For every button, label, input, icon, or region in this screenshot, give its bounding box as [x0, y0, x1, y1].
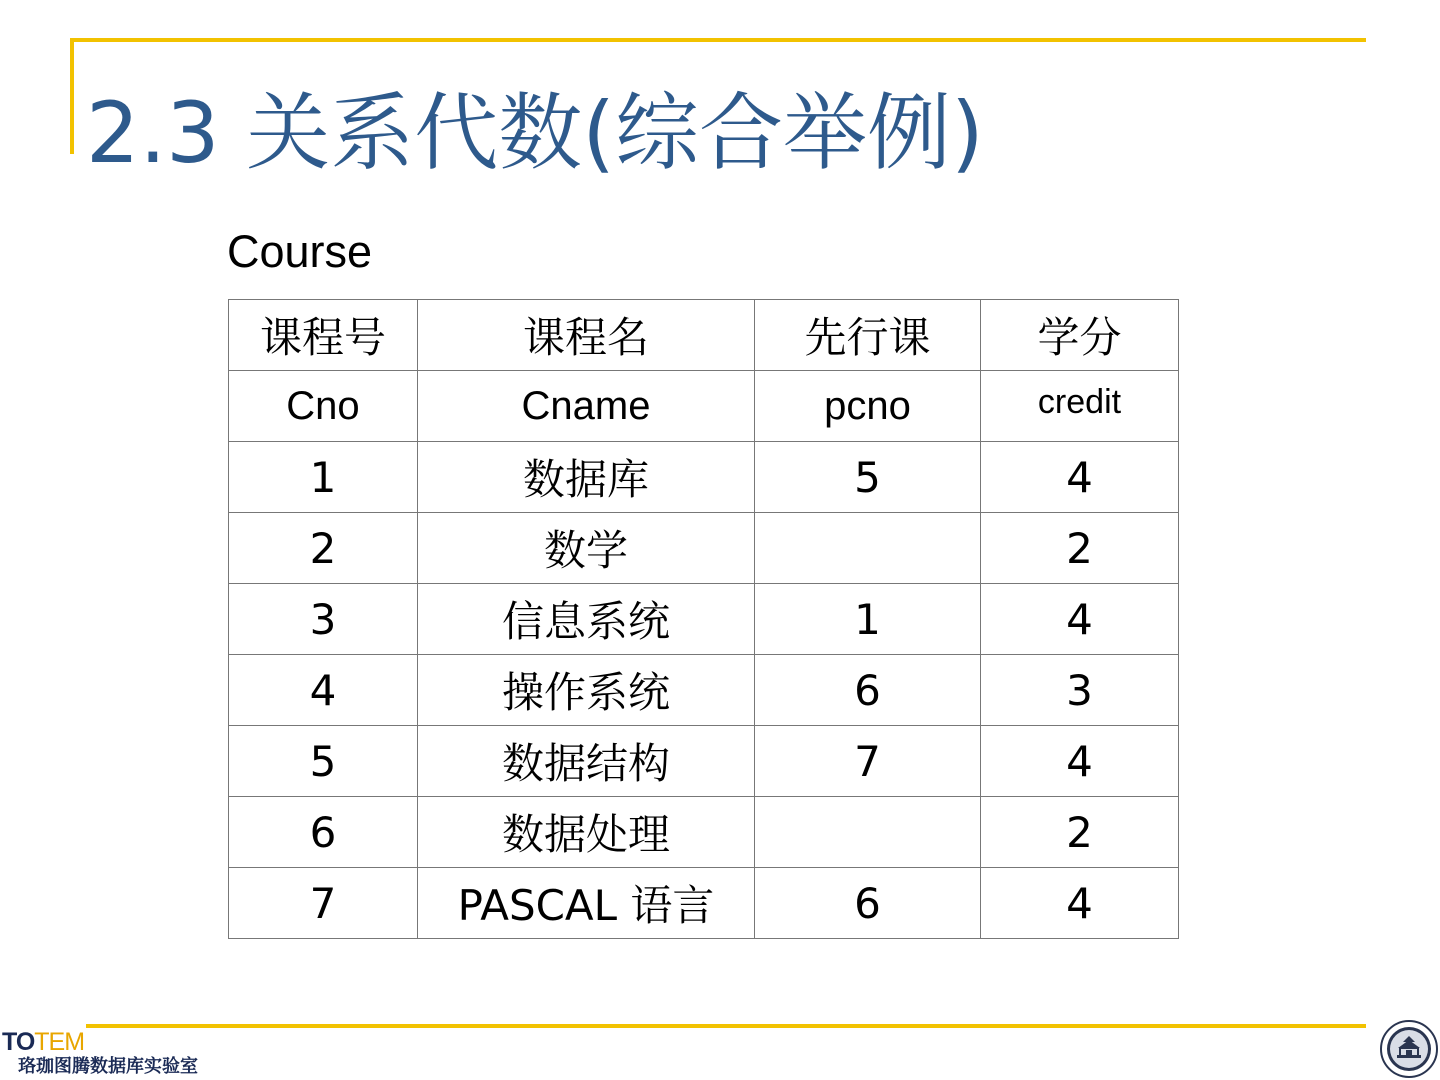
table-cell: 1 — [755, 584, 981, 655]
slide-title: 2.3 关系代数(综合举例) — [86, 84, 984, 182]
logo-to-text: TO — [2, 1028, 35, 1056]
header-cell: pcno — [755, 371, 981, 442]
table-cell: 5 — [755, 442, 981, 513]
course-table — [228, 299, 1179, 939]
table-cell: 1 — [229, 442, 418, 513]
table-cell: 操作系统 — [418, 655, 755, 726]
top-accent-line — [70, 38, 1366, 42]
university-seal-icon — [1380, 1020, 1438, 1078]
table-header-row-cn — [229, 300, 1179, 371]
table-cell: 5 — [229, 726, 418, 797]
header-cell: Cno — [229, 371, 418, 442]
table-row — [229, 868, 1179, 939]
table-row — [229, 797, 1179, 868]
table-header-row-en — [229, 371, 1179, 442]
table-cell: 数据结构 — [418, 726, 755, 797]
table-row — [229, 655, 1179, 726]
table-cell — [755, 513, 981, 584]
lab-name: 珞珈图腾数据库实验室 — [18, 1056, 198, 1077]
table-row — [229, 726, 1179, 797]
table-cell: 4 — [229, 655, 418, 726]
header-cell: 学分 — [981, 300, 1179, 371]
table-cell: 2 — [981, 797, 1179, 868]
table-row — [229, 442, 1179, 513]
table-cell: 6 — [755, 868, 981, 939]
header-cell: credit — [981, 371, 1179, 442]
table-row — [229, 584, 1179, 655]
table-cell: 6 — [755, 655, 981, 726]
table-cell: 4 — [981, 442, 1179, 513]
table-caption: Course — [227, 226, 373, 277]
header-cell: 课程名 — [418, 300, 755, 371]
table-cell: 4 — [981, 868, 1179, 939]
table-cell: 7 — [755, 726, 981, 797]
table-cell: 信息系统 — [418, 584, 755, 655]
table-cell — [755, 797, 981, 868]
table-cell: 4 — [981, 726, 1179, 797]
left-accent-line — [70, 38, 74, 154]
table-cell: 3 — [229, 584, 418, 655]
header-cell: 先行课 — [755, 300, 981, 371]
header-cell: 课程号 — [229, 300, 418, 371]
table-cell: PASCAL 语言 — [418, 868, 755, 939]
table-cell: 数据处理 — [418, 797, 755, 868]
table-cell: 2 — [981, 513, 1179, 584]
bottom-accent-line — [86, 1024, 1366, 1028]
table-cell: 数学 — [418, 513, 755, 584]
totem-logo — [2, 1028, 84, 1056]
table-cell: 数据库 — [418, 442, 755, 513]
table-cell: 6 — [229, 797, 418, 868]
table-cell: 2 — [229, 513, 418, 584]
header-cell: Cname — [418, 371, 755, 442]
table-cell: 3 — [981, 655, 1179, 726]
table-cell: 7 — [229, 868, 418, 939]
table-row — [229, 513, 1179, 584]
logo-tem-text: TEM — [34, 1028, 85, 1056]
table-cell: 4 — [981, 584, 1179, 655]
